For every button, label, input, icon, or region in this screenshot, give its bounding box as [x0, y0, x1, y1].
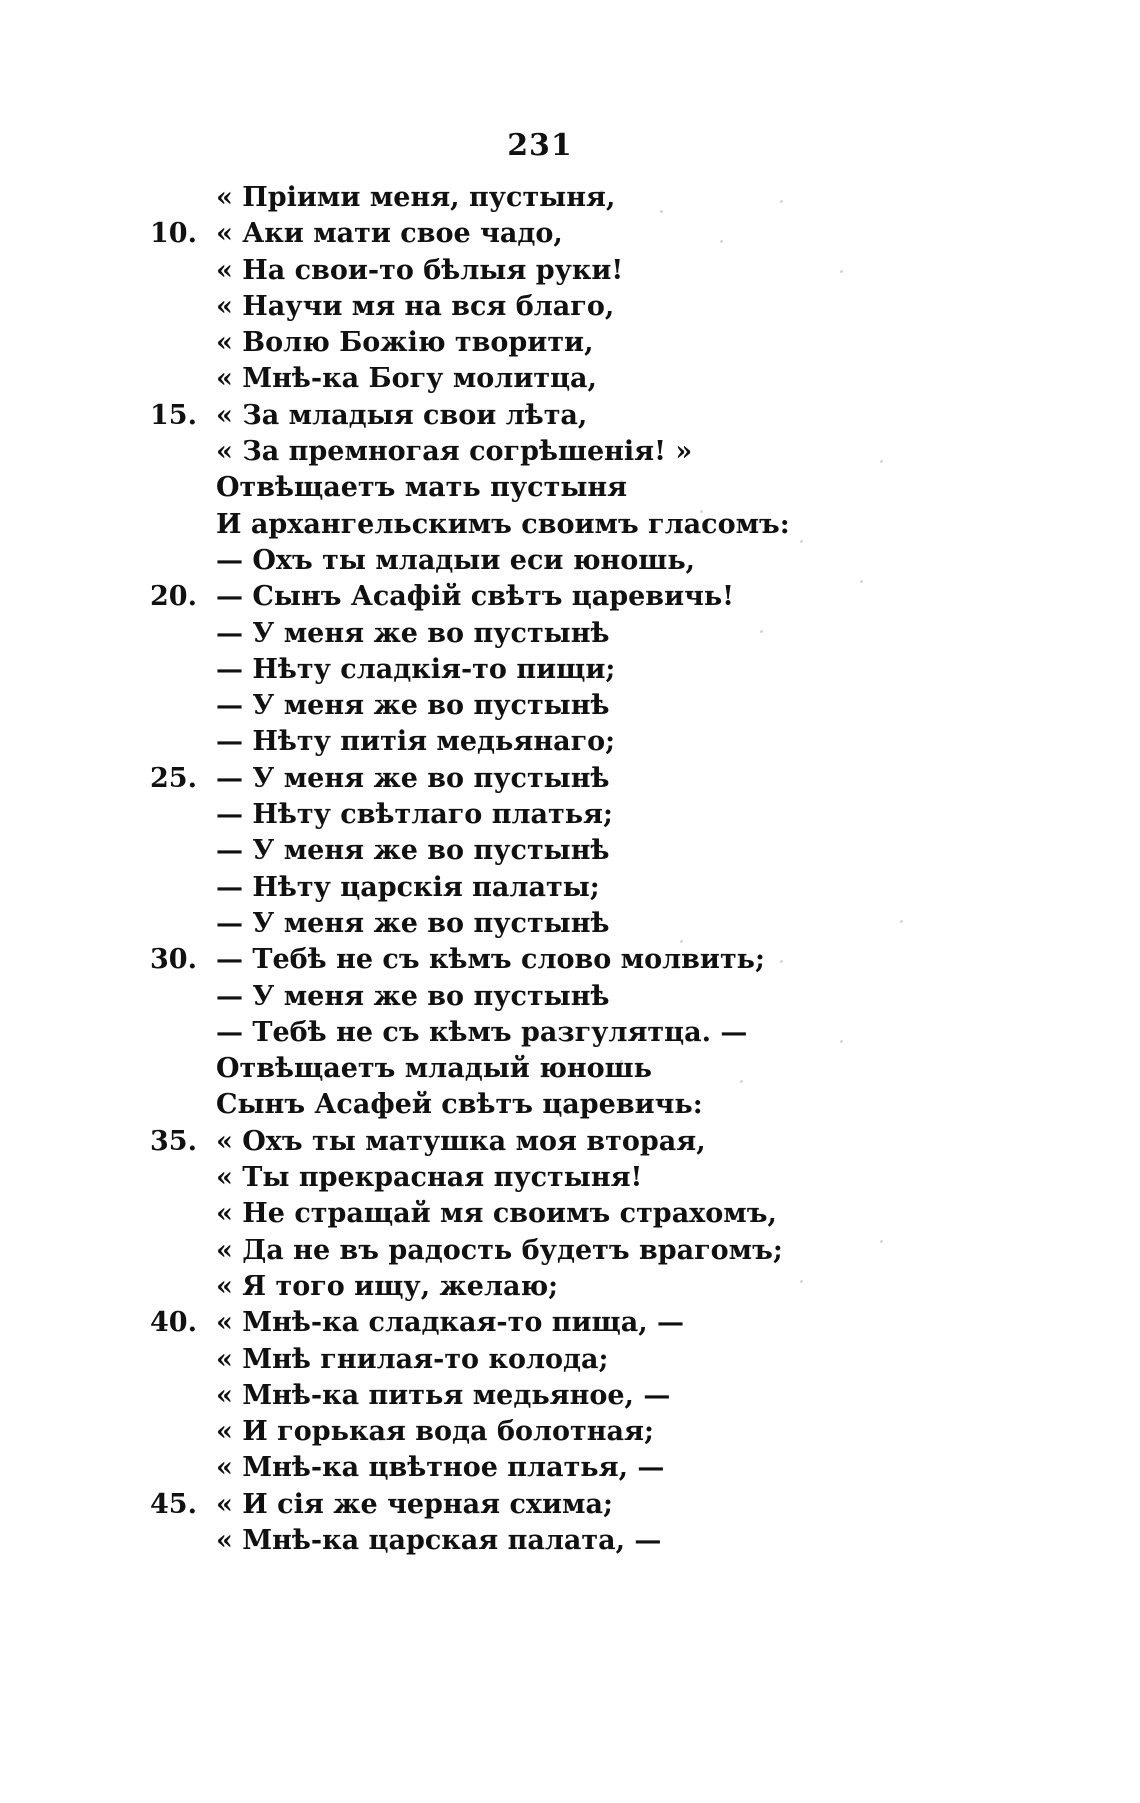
verse-line: [150, 652, 950, 688]
line-text: — Тебѣ не съ кѣмъ слово молвить;: [216, 944, 765, 976]
verse-line: [150, 1233, 950, 1269]
verse-line: [150, 1269, 950, 1305]
line-text: « Пріими меня, пустыня,: [216, 182, 616, 213]
line-text: « За премногая согрѣшенія! »: [216, 436, 693, 468]
line-text: « Охъ ты матушка моя вторая,: [216, 1125, 706, 1157]
verse-line: [150, 761, 950, 797]
verse-line: [150, 942, 950, 978]
verse-line: [150, 543, 950, 579]
line-text: — Нѣту питія медьянаго;: [216, 726, 616, 758]
line-text: — У меня же во пустынѣ: [216, 907, 610, 939]
verse-line: [150, 507, 950, 543]
line-text: « Мнѣ-ка цвѣтное платья, —: [216, 1452, 665, 1484]
line-text: — У меня же во пустынѣ: [216, 690, 610, 722]
line-text: — У меня же во пустынѣ: [216, 762, 610, 794]
line-text: « За младыя свои лѣта,: [216, 399, 588, 431]
verse-line: [150, 1305, 950, 1341]
verse-line: [150, 470, 950, 506]
verse-line: [150, 579, 950, 615]
line-text: — У меня же во пустынѣ: [216, 980, 610, 1012]
verse-line: [150, 1342, 950, 1378]
line-text: « Аки мати свое чадо,: [216, 218, 563, 250]
verse-line: [150, 1015, 950, 1051]
line-number: 10.: [150, 218, 197, 250]
verse-line: [150, 216, 950, 252]
line-text: Отвѣщаетъ младый юношь: [216, 1053, 652, 1085]
verse-line: [150, 1487, 950, 1523]
verse-line: [150, 361, 950, 397]
line-text: « Да не въ радость будетъ врагомъ;: [216, 1234, 783, 1266]
verse-line: [150, 1523, 950, 1559]
line-text: И архангельскимъ своимъ гласомъ:: [216, 508, 790, 540]
line-number: 30.: [150, 944, 197, 976]
verse-line: [150, 797, 950, 833]
line-text: — У меня же во пустынѣ: [216, 617, 610, 649]
line-text: — Нѣту свѣтлаго платья;: [216, 799, 613, 831]
line-text: « Волю Божію творити,: [216, 327, 594, 359]
verse-line: [150, 833, 950, 869]
line-number: 20.: [150, 581, 197, 613]
verse-line: [150, 1196, 950, 1232]
verse-line: [150, 688, 950, 724]
verse-line: [150, 870, 950, 906]
line-text: — Нѣту сладкія-то пищи;: [216, 653, 616, 685]
verse-line: [150, 724, 950, 760]
line-text: Сынъ Асафей свѣтъ царевичь:: [216, 1089, 703, 1121]
line-number: 15.: [150, 399, 197, 431]
line-text: « Мнѣ гнилая-то колода;: [216, 1343, 609, 1375]
verse-line: [150, 253, 950, 289]
verse-line: [150, 1124, 950, 1160]
line-text: — Нѣту царскія палаты;: [216, 871, 600, 903]
line-text: « На свои-то бѣлыя руки!: [216, 254, 624, 286]
line-text: « Не стращай мя своимъ страхомъ,: [216, 1198, 777, 1230]
line-number: 40.: [150, 1307, 197, 1339]
verse-line: [150, 398, 950, 434]
page-number: 231: [507, 128, 573, 163]
line-text: Отвѣщаетъ мать пустыня: [216, 472, 628, 504]
verse-line: [150, 979, 950, 1015]
verse-line: [150, 1450, 950, 1486]
verse-line: [150, 906, 950, 942]
line-text: « Мнѣ-ка царская палата, —: [216, 1524, 662, 1556]
verse-line: [150, 1051, 950, 1087]
line-text: — У меня же во пустынѣ: [216, 835, 610, 867]
line-number: 25.: [150, 762, 197, 794]
line-number: 35.: [150, 1125, 197, 1157]
line-text: — Сынъ Асафій свѣтъ царевичь!: [216, 581, 735, 613]
line-text: « Мнѣ-ка Богу молитца,: [216, 363, 597, 395]
line-text: — Охъ ты младыи еси юношь,: [216, 544, 696, 576]
line-text: « И сія же черная схима;: [216, 1488, 613, 1520]
verse-line: [150, 1414, 950, 1450]
verse-line: [150, 289, 950, 325]
verse-line: [150, 1378, 950, 1414]
line-text: « Мнѣ-ка сладкая-то пища, —: [216, 1307, 685, 1339]
line-text: « Мнѣ-ка питья медьяное, —: [216, 1379, 671, 1411]
verse-line: [150, 325, 950, 361]
verse-line: [150, 180, 950, 216]
line-number: 45.: [150, 1488, 197, 1520]
verse-line: [150, 1160, 950, 1196]
verse-line: [150, 616, 950, 652]
poem-verse: [150, 180, 950, 1559]
line-text: « И горькая вода болотная;: [216, 1416, 654, 1448]
verse-line: [150, 434, 950, 470]
line-text: « Научи мя на вся благо,: [216, 290, 615, 322]
line-text: « Ты прекрасная пустыня!: [216, 1162, 643, 1194]
line-text: « Я того ищу, желаю;: [216, 1270, 559, 1302]
line-text: — Тебѣ не съ кѣмъ разгулятца. —: [216, 1016, 748, 1048]
verse-line: [150, 1087, 950, 1123]
